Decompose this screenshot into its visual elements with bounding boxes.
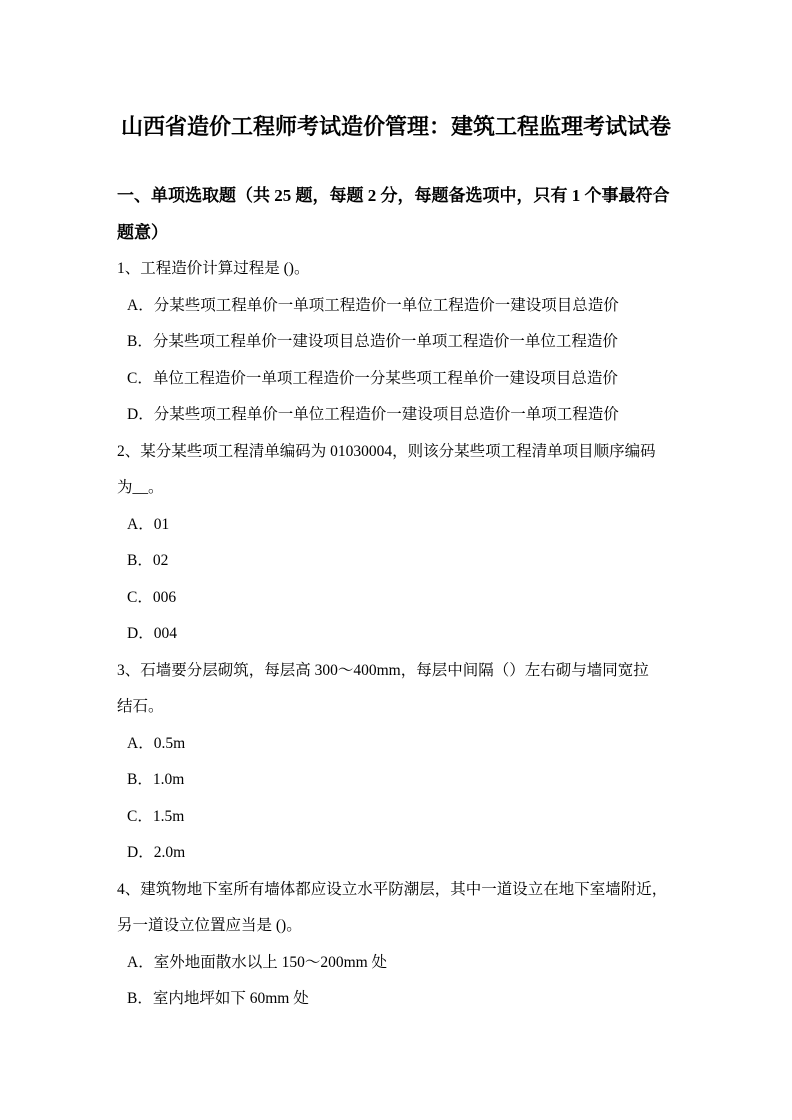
question-2-option-d: D．004	[127, 625, 177, 642]
question-4-stem-line2: 另一道设立位置应当是 ()。	[117, 917, 302, 934]
question-4-option-b: B．室内地坪如下 60mm 处	[127, 990, 309, 1007]
question-3-option-a: A．0.5m	[127, 734, 186, 752]
question-1-option-d: D．分某些项工程单价一单位工程造价一建设项目总造价一单项工程造价	[127, 406, 619, 423]
question-2-option-b: B．02	[127, 552, 169, 569]
question-4-option-a: A．室外地面散水以上 150～200mm 处	[127, 953, 388, 971]
question-4	[117, 872, 682, 1018]
section-heading-line1: 一、单项选取题（共 25 题，每题 2 分，每题备选项中，只有 1 个事最符合	[117, 186, 670, 205]
section-heading-line2: 题意）	[117, 222, 168, 242]
question-1-option-c: C．单位工程造价一单项工程造价一分某些项工程单价一建设项目总造价	[127, 369, 618, 387]
question-1-option-a: A．分某些项工程单价一单项工程造价一单位工程造价一建设项目总造价	[127, 296, 619, 314]
question-3-option-d: D．2.0m	[127, 844, 186, 861]
question-1-stem: 1、工程造价计算过程是 ()。	[117, 260, 310, 277]
question-2-stem-line2: 为__。	[117, 479, 164, 496]
exam-content	[117, 178, 682, 1018]
question-2-option-c: C．006	[127, 588, 177, 606]
question-3-option-b: B．1.0m	[127, 771, 185, 788]
question-1-option-b: B．分某些项工程单价一建设项目总造价一单项工程造价一单位工程造价	[127, 333, 618, 350]
question-1	[117, 251, 682, 434]
question-3	[117, 653, 682, 872]
question-2-option-a: A．01	[127, 515, 170, 533]
question-3-stem-line2: 结石。	[117, 698, 164, 715]
question-3-stem-line1: 3、石墙要分层砌筑，每层高 300～400mm，每层中间隔（）左右砌与墙同宽拉	[117, 661, 649, 679]
question-3-option-c: C．1.5m	[127, 807, 185, 825]
question-2	[117, 434, 682, 653]
question-4-stem-line1: 4、建筑物地下室所有墙体都应设立水平防潮层，其中一道设立在地下室墙附近，	[117, 880, 668, 898]
question-2-stem-line1: 2、某分某些项工程清单编码为 01030004，则该分某些项工程清单项目顺序编码	[117, 442, 656, 460]
page-title: 山西省造价工程师考试造价管理：建筑工程监理考试试卷	[120, 114, 671, 139]
